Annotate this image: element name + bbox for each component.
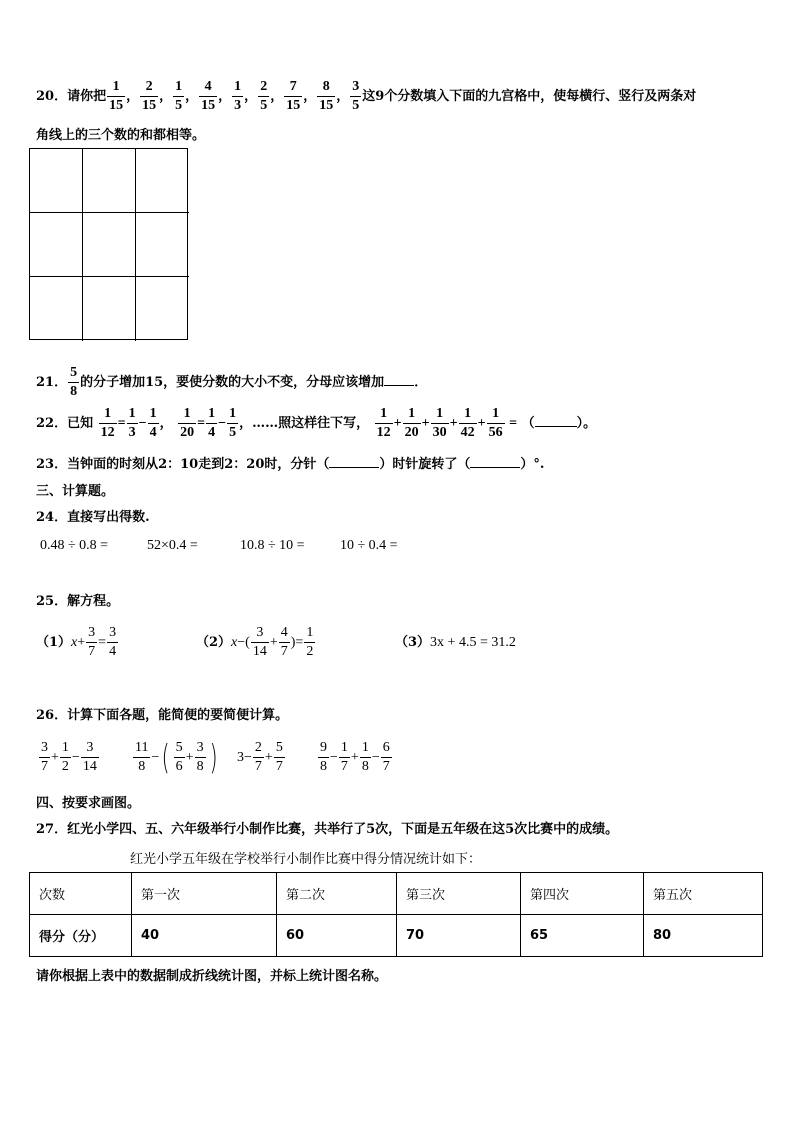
table-header-cell: 第五次: [644, 873, 763, 915]
q20-lead: 请你把: [67, 89, 107, 104]
grid-cell[interactable]: [30, 277, 83, 341]
grid-cell[interactable]: [136, 277, 189, 341]
q20-tail: 这9个分数填入下面的九宫格中，使每横行、竖行及两条对: [362, 89, 697, 104]
q26-heading: 26．计算下面各题，能简便的要简便计算。: [36, 708, 289, 723]
grid-cell[interactable]: [136, 149, 189, 213]
q27-table-caption: 红光小学五年级在学校举行小制作比赛中得分情况统计如下：: [130, 852, 482, 867]
q25-part-1: （1）x+ $\frac{3}{7}$ = $\frac{3}{4}$: [36, 625, 117, 660]
table-header-cell: 第一次: [132, 873, 277, 915]
q25-part-3: （3）3x + 4.5 = 31.2: [395, 635, 516, 650]
table-cell: 65: [521, 915, 644, 957]
grid-cell[interactable]: [83, 149, 136, 213]
q24-item-4: 10 ÷ 0.4 =: [340, 538, 398, 553]
q20-line1: 20．请你把 $\frac{1}{15}$ ， $\frac{2}{15}$ ， $\frac{1}{5}$ ， $\frac{4}{15}$ ， $\frac{1}{3}$ ， $\frac{2}{5}$ ， $\frac{7}{15}$ ， $\frac{8}{15}$ ， $\frac{3}{5}$ 这9个分数填入下面的九宫格中，使每横行、竖行及两条对: [36, 79, 697, 113]
table-header-cell: 第二次: [277, 873, 397, 915]
q26-expr-4: $\frac{9}{8}$ − $\frac{1}{7}$ + $\frac{1}{8}$ − $\frac{6}{7}$: [320, 740, 390, 775]
table-row-label: 得分（分）: [30, 915, 132, 957]
q24-item-1: 0.48 ÷ 0.8 =: [40, 538, 109, 553]
q20-frac-5: $\frac{1}{3}$: [234, 79, 242, 113]
q27-text: 27．红光小学四、五、六年级举行小制作比赛，共举行了5次，下面是五年级在这5次比赛中的成绩。: [36, 822, 619, 837]
table-cell: 70: [397, 915, 521, 957]
q20-frac-9: $\frac{3}{5}$: [352, 79, 360, 113]
q26-expr-3: 3− $\frac{2}{7}$ + $\frac{5}{7}$: [237, 740, 283, 775]
table-header-cell: 第四次: [521, 873, 644, 915]
q21-answer-blank[interactable]: [384, 385, 414, 386]
q26-expr-2: $\frac{11}{8}$ −( $\frac{5}{6}$ + $\frac{3}{8}$ ): [135, 737, 218, 778]
q22: 22．已知 $\frac{1}{12}$ = $\frac{1}{3}$ − $\frac{1}{4}$ ， $\frac{1}{20}$ = $\frac{1}{4}$ − $\frac{1}{5}$ ，……照这样往下写， $\frac{1}{12}$ + $\frac{1}{20}$ + $\frac{1}{30}$ + $\frac{1}{42}$ + $\frac{1}{56}$ = （ ）。: [36, 406, 597, 441]
table-row: [30, 915, 763, 957]
table-cell: 40: [132, 915, 277, 957]
table-cell: 60: [277, 915, 397, 957]
q20-frac-6: $\frac{2}{5}$: [260, 79, 268, 113]
grid-cell[interactable]: [83, 213, 136, 277]
q21-frac: $\frac{5}{8}$: [70, 365, 78, 399]
q25-part-2: （2）x−( $\frac{3}{14}$ + $\frac{4}{7}$ )= $\frac{1}{2}$: [196, 625, 314, 660]
q20-number: 20．: [36, 89, 68, 104]
q20-frac-1: $\frac{1}{15}$: [109, 79, 124, 113]
magic-square-grid: [29, 148, 188, 340]
section-4-heading: 四、按要求画图。: [36, 796, 141, 811]
q20-frac-2: $\frac{2}{15}$: [142, 79, 157, 113]
grid-cell[interactable]: [83, 277, 136, 341]
grid-cell[interactable]: [136, 213, 189, 277]
q24-item-3: 10.8 ÷ 10 =: [240, 538, 305, 553]
q20-frac-7: $\frac{7}{15}$: [286, 79, 301, 113]
q24-heading: 24．直接写出得数.: [36, 510, 150, 525]
q20-frac-4: $\frac{4}{15}$: [201, 79, 216, 113]
q23-minute-blank[interactable]: [329, 467, 379, 468]
table-header-row: [30, 873, 763, 915]
q25-heading: 25．解方程。: [36, 594, 120, 609]
q20-frac-8: $\frac{8}{15}$: [319, 79, 334, 113]
table-header-cell: 第三次: [397, 873, 521, 915]
q26-expr-1: $\frac{3}{7}$ + $\frac{1}{2}$ − $\frac{3}{14}$: [41, 740, 97, 775]
q23-hour-blank[interactable]: [470, 467, 520, 468]
q22-answer-blank[interactable]: [535, 426, 577, 427]
q20-frac-3: $\frac{1}{5}$: [175, 79, 183, 113]
q24-item-2: 52×0.4 =: [147, 538, 198, 553]
grid-cell[interactable]: [30, 149, 83, 213]
q23: 23．当钟面的时刻从2：10走到2：20时，分针（ ）时针旋转了（ ）°.: [36, 457, 545, 472]
score-table: [29, 872, 763, 957]
q20-line2: 角线上的三个数的和都相等。: [36, 128, 206, 143]
grid-cell[interactable]: [30, 213, 83, 277]
table-cell: 80: [644, 915, 763, 957]
section-3-heading: 三、计算题。: [36, 484, 115, 499]
q21: 21． $\frac{5}{8}$ 的分子增加15，要使分数的大小不变，分母应该增加 ．: [36, 365, 428, 399]
table-header-cell: 次数: [30, 873, 132, 915]
q27-footer: 请你根据上表中的数据制成折线统计图，并标上统计图名称。: [36, 969, 388, 984]
